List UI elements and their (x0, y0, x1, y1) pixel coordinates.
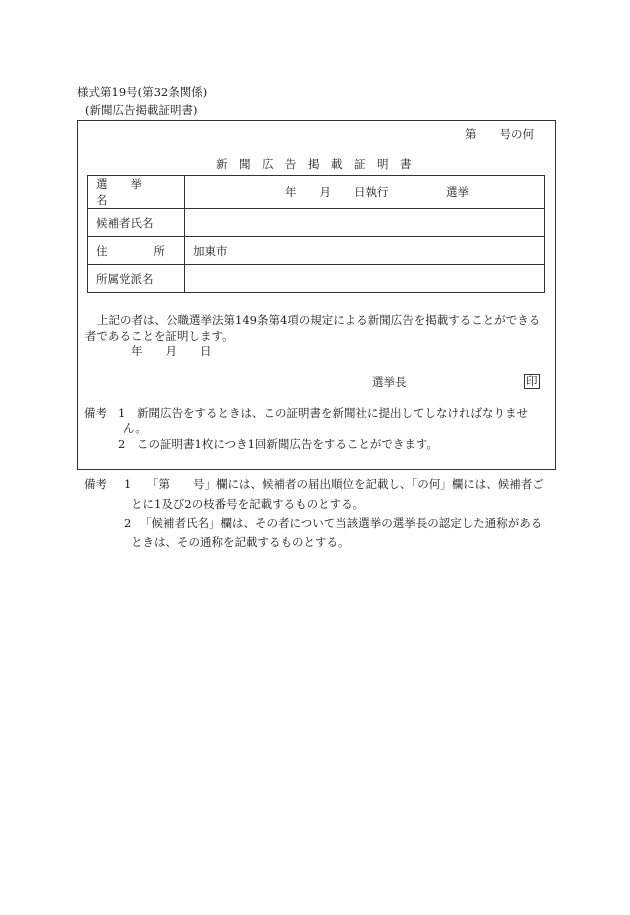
row-label-election: 選 挙 名 (96, 177, 165, 207)
candidate-table (87, 175, 545, 293)
form-title: (新聞広告掲載証明書) (85, 103, 198, 117)
document-number: 第 号の何 (465, 127, 534, 141)
table-row (88, 176, 545, 209)
row-label-address: 住 所 (96, 243, 165, 258)
inner-note-1-line-2: ん。 (123, 421, 147, 435)
signer-title: 選挙長 (372, 375, 407, 389)
certificate-date: 年 月 日 (131, 344, 212, 358)
inner-note-2-number: 2 (118, 437, 126, 451)
footer-note-1-number: 1 (124, 477, 132, 491)
footer-note-label: 備考 (84, 477, 107, 491)
table-row (88, 209, 545, 237)
document-title: 新 聞 広 告 掲 載 証 明 書 (216, 157, 412, 171)
seal-mark: 印 (526, 374, 538, 388)
form-number: 様式第19号(第32条関係) (77, 85, 208, 99)
row-value-election: 年 月 日執行 選挙 (285, 185, 469, 199)
certificate-body-line-1: 上記の者は、公職選挙法第149条第4項の規定による新聞広告を掲載することができる (97, 313, 541, 327)
footer-note-2-line-2: ときは、その通称を記載するものとする。 (131, 535, 350, 549)
footer-note-2-number: 2 (124, 516, 132, 530)
row-label-candidate-name: 候補者氏名 (96, 215, 154, 230)
certificate-body-line-2: 者であることを証明します。 (85, 329, 234, 343)
footer-note-1-line-1: 「第 号」欄には、候補者の届出順位を記載し、「の何」欄には、候補者ご (147, 477, 544, 491)
inner-note-1-number: 1 (118, 406, 126, 420)
inner-note-1-line-1: 新聞広告をするときは、この証明書を新聞社に提出してしなければなりませ (137, 406, 528, 420)
footer-note-2-line-1: 「候補者氏名」欄は、その者について当該選挙の選挙長の認定した通称がある (140, 516, 543, 530)
inner-note-2-line-1: この証明書1枚につき1回新聞広告をすることができます。 (137, 437, 438, 451)
inner-note-label: 備考 (84, 406, 107, 420)
footer-note-1-line-2: とに1及び2の枝番号を記載するものとする。 (131, 497, 365, 511)
table-row (88, 237, 545, 265)
row-value-address: 加東市 (193, 243, 228, 258)
table-row (88, 265, 545, 293)
row-label-party: 所属党派名 (96, 271, 154, 286)
